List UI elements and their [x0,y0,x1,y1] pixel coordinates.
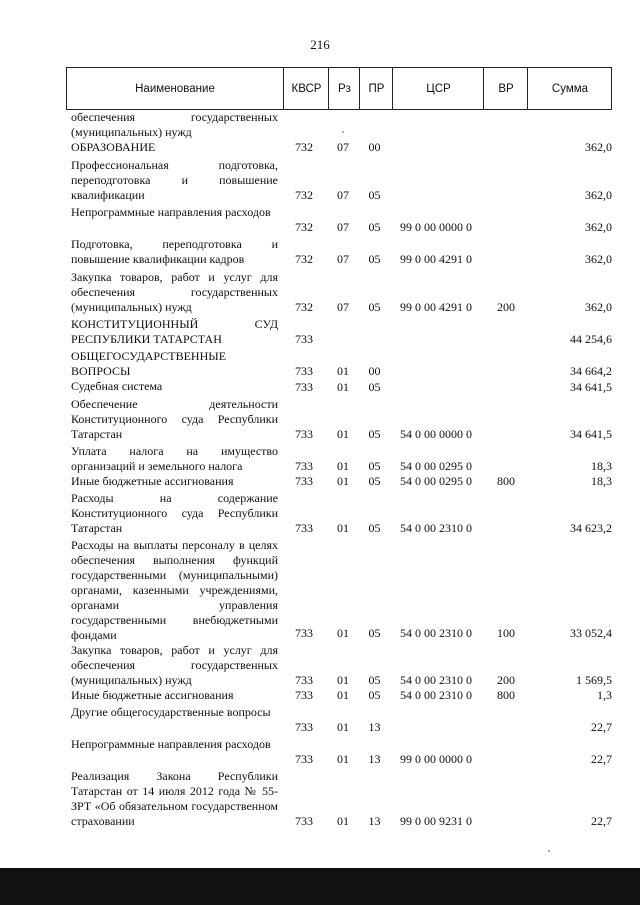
row-vr: 800 [497,474,515,488]
row-sum: 18,3 [591,459,612,473]
table-row [66,395,612,442]
row-sum: 362,0 [585,188,612,202]
row-csr: 54 0 00 0295 0 [400,474,472,488]
row-name: Расходы на выплаты персоналу в целях обеспечения выполнения функций государственными (муниципальными) органами, казенными учреждениями, органами управления государственными внебюджетными фондами [71,538,278,642]
row-rz: 01 [337,521,349,535]
header-kvsr: КВСР [283,68,329,109]
row-kvsr: 733 [295,673,313,687]
row-sum: 362,0 [585,252,612,266]
table-row [66,267,612,315]
row-name: Реализация Закона Республики Татарстан от 14 июля 2012 года № 55-ЗРТ «Об обязательном государственном страховании [71,769,278,828]
table-row [66,203,612,235]
row-name: КОНСТИТУЦИОННЫЙ СУД РЕСПУБЛИКИ ТАТАРСТАН [71,317,278,346]
row-rz: 07 [337,188,349,202]
row-vr: 100 [497,626,515,640]
row-pr: 00 [368,364,381,378]
row-sum: 33 052,4 [570,626,612,640]
table-header [66,67,612,110]
row-rz: 07 [337,300,349,314]
row-name: Подготовка, переподготовка и повышение квалификации кадров [71,237,278,266]
row-sum: 22,7 [591,814,612,828]
row-name: Судебная система [71,379,163,393]
row-kvsr: 733 [295,521,313,535]
table-row [66,155,612,203]
row-sum: 1,3 [597,688,612,702]
scan-speck [342,131,344,133]
row-rz: 07 [337,252,349,266]
row-kvsr: 732 [295,300,313,314]
row-name: ОБРАЗОВАНИЕ [71,140,156,154]
row-kvsr: 733 [295,459,313,473]
header-vr: ВР [483,68,528,109]
row-sum: 18,3 [591,474,612,488]
row-pr: 05 [368,474,381,488]
row-pr: 05 [368,427,381,441]
row-pr: 05 [368,521,381,535]
table-row [66,379,612,395]
row-vr: 800 [497,688,515,702]
table-row [66,703,612,735]
table-row [66,442,612,474]
row-pr: 05 [368,673,381,687]
row-pr: 05 [368,688,381,702]
row-kvsr: 733 [295,720,313,734]
row-rz: 01 [337,380,349,394]
row-name: Иные бюджетные ассигнования [71,474,234,488]
table-row [66,688,612,703]
row-pr: 05 [368,626,381,640]
row-csr: 99 0 00 0000 0 [400,752,472,766]
row-rz: 01 [337,474,349,488]
row-csr: 54 0 00 2310 0 [400,626,472,640]
row-rz: 01 [337,427,349,441]
row-pr: 05 [368,380,381,394]
row-pr: 00 [368,140,381,154]
row-pr: 05 [368,300,381,314]
row-csr: 54 0 00 0295 0 [400,459,472,473]
table-row [66,474,612,489]
row-rz: 07 [337,220,349,234]
row-kvsr: 733 [295,380,313,394]
row-name: Непрограммные направления расходов [71,737,271,751]
table-row [66,110,612,140]
table-row [66,735,612,767]
row-kvsr: 733 [295,688,313,702]
scan-bottom-border [0,868,640,905]
row-pr: 13 [368,814,381,828]
row-csr: 54 0 00 2310 0 [400,673,472,687]
row-vr: 200 [497,673,515,687]
row-kvsr: 733 [295,364,313,378]
row-pr: 13 [368,752,381,766]
row-sum: 362,0 [585,140,612,154]
row-pr: 05 [368,188,381,202]
row-rz: 01 [337,814,349,828]
row-sum: 22,7 [591,752,612,766]
row-rz: 01 [337,752,349,766]
row-rz: 01 [337,673,349,687]
table-row [66,315,612,347]
row-name: Непрограммные направления расходов [71,205,271,219]
row-kvsr: 733 [295,626,313,640]
row-vr: 200 [497,300,515,314]
row-name: Другие общегосударственные вопросы [71,705,271,719]
table-row [66,767,612,829]
row-csr: 99 0 00 4291 0 [400,252,472,266]
row-rz: 07 [337,140,349,154]
row-sum: 34 623,2 [570,521,612,535]
row-csr: 54 0 00 2310 0 [400,688,472,702]
row-kvsr: 732 [295,188,313,202]
row-name: обеспечения государственных (муниципальных) нужд [71,110,278,139]
row-rz: 01 [337,626,349,640]
table-row [66,235,612,267]
header-csr: ЦСР [392,68,484,109]
row-sum: 34 641,5 [570,427,612,441]
row-csr: 54 0 00 2310 0 [400,521,472,535]
row-name: Закупка товаров, работ и услуг для обеспечения государственных (муниципальных) нужд [71,643,278,687]
row-name: Расходы на содержание Конституционного суда Республики Татарстан [71,491,278,535]
row-rz: 01 [337,364,349,378]
row-rz: 01 [337,688,349,702]
table-row [66,641,612,688]
row-csr: 99 0 00 9231 0 [400,814,472,828]
row-pr: 05 [368,459,381,473]
header-name: Наименование [135,82,215,95]
row-kvsr: 733 [295,474,313,488]
row-name: Уплата налога на имущество организаций и земельного налога [71,444,278,473]
row-name: Закупка товаров, работ и услуг для обеспечения государственных (муниципальных) нужд [71,270,278,314]
row-pr: 05 [368,220,381,234]
row-kvsr: 733 [295,332,313,346]
row-name: ОБЩЕГОСУДАРСТВЕННЫЕ ВОПРОСЫ [71,349,227,378]
header-rz: Рз [328,68,360,109]
row-name: Иные бюджетные ассигнования [71,688,234,702]
row-sum: 22,7 [591,720,612,734]
budget-table [66,67,612,829]
page-number: 216 [310,37,330,52]
row-rz: 01 [337,459,349,473]
row-sum: 34 664,2 [570,364,612,378]
row-kvsr: 733 [295,752,313,766]
row-csr: 99 0 00 4291 0 [400,300,472,314]
row-kvsr: 733 [295,814,313,828]
row-sum: 362,0 [585,300,612,314]
table-row [66,489,612,536]
row-name: Профессиональная подготовка, переподготовка и повышение квалификации [71,158,278,202]
row-sum: 44 254,6 [570,332,612,346]
table-row [66,140,612,155]
row-kvsr: 733 [295,427,313,441]
row-sum: 1 569,5 [576,673,612,687]
header-pr: ПР [359,68,393,109]
table-row [66,536,612,641]
row-csr: 99 0 00 0000 0 [400,220,472,234]
header-sum: Сумма [527,68,612,109]
row-sum: 34 641,5 [570,380,612,394]
scan-speck [548,850,550,852]
row-pr: 05 [368,252,381,266]
row-kvsr: 732 [295,220,313,234]
row-name: Обеспечение деятельности Конституционного суда Республики Татарстан [71,397,278,441]
row-csr: 54 0 00 0000 0 [400,427,472,441]
row-kvsr: 732 [295,140,313,154]
row-pr: 13 [368,720,381,734]
row-rz: 01 [337,720,349,734]
table-row [66,347,612,379]
row-kvsr: 732 [295,252,313,266]
row-sum: 362,0 [585,220,612,234]
